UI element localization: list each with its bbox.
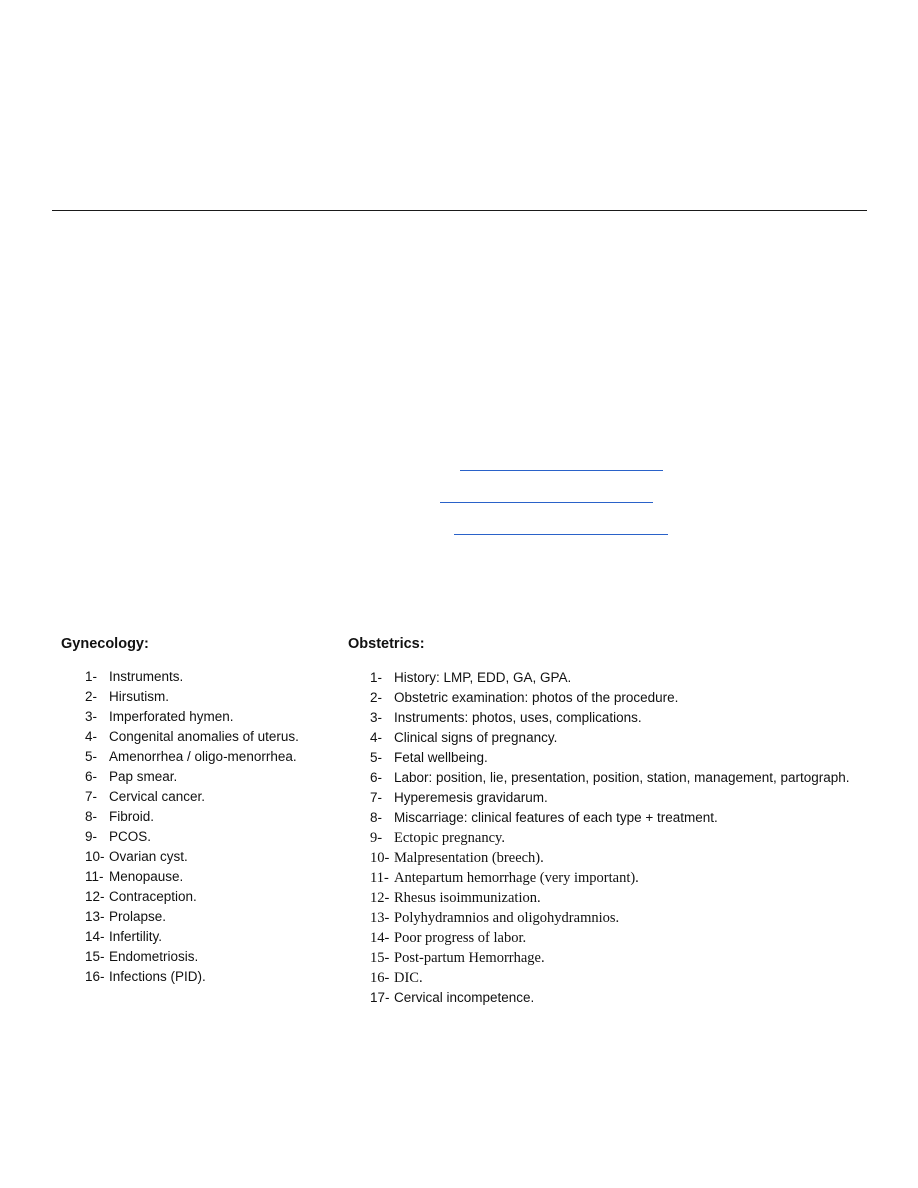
- item-number: 9-: [85, 829, 98, 844]
- list-item: [61, 947, 331, 967]
- item-text: Cervical cancer.: [109, 789, 206, 804]
- item-number: 7-: [85, 789, 98, 804]
- item-text: Congenital anomalies of uterus.: [109, 729, 299, 744]
- gynecology-heading: Gynecology:: [61, 636, 149, 652]
- item-number: 15-: [85, 949, 105, 964]
- item-number: 13-: [85, 909, 105, 924]
- item-text: Prolapse.: [109, 909, 167, 924]
- list-item: [348, 728, 908, 748]
- list-item: [348, 868, 908, 888]
- list-item: [61, 667, 331, 687]
- item-text: Endometriosis.: [109, 949, 199, 964]
- item-text: Cervical incompetence.: [394, 990, 535, 1005]
- list-item: [61, 807, 331, 827]
- list-item: [348, 968, 908, 988]
- list-item: [61, 767, 331, 787]
- item-text: Antepartum hemorrhage (very important).: [394, 870, 639, 886]
- list-item: [61, 907, 331, 927]
- list-item: [348, 768, 908, 788]
- item-number: 4-: [370, 730, 383, 745]
- hyperlink-underline-2[interactable]: [440, 502, 653, 503]
- list-item: [61, 727, 331, 747]
- item-number: 12-: [85, 889, 105, 904]
- obstetrics-section: [348, 634, 908, 1008]
- item-text: History: LMP, EDD, GA, GPA.: [394, 670, 572, 685]
- item-number: 6-: [370, 770, 383, 785]
- item-number: 11-: [370, 870, 389, 886]
- item-text: PCOS.: [109, 829, 152, 844]
- item-text: Malpresentation (breech).: [394, 850, 544, 866]
- hyperlink-underline-3[interactable]: [454, 534, 668, 535]
- list-item: [348, 928, 908, 948]
- item-number: 4-: [85, 729, 98, 744]
- list-item: [61, 867, 331, 887]
- item-text: Contraception.: [109, 889, 197, 904]
- list-item: [61, 887, 331, 907]
- item-text: Obstetric examination: photos of the procedure.: [394, 690, 679, 705]
- item-number: 16-: [370, 970, 390, 986]
- item-number: 12-: [370, 890, 390, 906]
- list-item: [348, 848, 908, 868]
- item-text: Infections (PID).: [109, 969, 206, 984]
- list-item: [61, 787, 331, 807]
- item-text: Ectopic pregnancy.: [394, 830, 505, 846]
- list-item: [348, 828, 908, 848]
- item-text: Fetal wellbeing.: [394, 750, 488, 765]
- list-item: [348, 908, 908, 928]
- list-item: [61, 847, 331, 867]
- item-text: Fibroid.: [109, 809, 155, 824]
- item-text: Hirsutism.: [109, 689, 169, 704]
- item-number: 10-: [85, 849, 105, 864]
- item-number: 10-: [370, 850, 390, 866]
- item-number: 11-: [85, 869, 104, 884]
- list-item: [61, 687, 331, 707]
- list-item: [61, 827, 331, 847]
- item-text: Amenorrhea / oligo-menorrhea.: [109, 749, 297, 764]
- list-item: [348, 788, 908, 808]
- list-item: [348, 808, 908, 828]
- item-number: 9-: [370, 830, 383, 846]
- item-text: Rhesus isoimmunization.: [394, 890, 541, 906]
- item-number: 3-: [85, 709, 98, 724]
- item-number: 5-: [85, 749, 98, 764]
- item-number: 1-: [85, 669, 98, 684]
- item-text: Hyperemesis gravidarum.: [394, 790, 548, 805]
- hyperlink-underline-1[interactable]: [460, 470, 663, 471]
- obstetrics-list: [348, 668, 908, 1008]
- item-number: 14-: [370, 930, 390, 946]
- item-number: 17-: [370, 990, 390, 1005]
- item-number: 2-: [370, 690, 383, 705]
- item-text: Pap smear.: [109, 769, 178, 784]
- item-number: 13-: [370, 910, 390, 926]
- item-text: Labor: position, lie, presentation, position, station, management, partograph.: [394, 770, 850, 785]
- item-text: Miscarriage: clinical features of each type + treatment.: [394, 810, 718, 825]
- list-item: [61, 927, 331, 947]
- item-text: Imperforated hymen.: [109, 709, 234, 724]
- list-item: [61, 967, 331, 987]
- item-number: 2-: [85, 689, 98, 704]
- item-number: 8-: [85, 809, 98, 824]
- item-number: 7-: [370, 790, 383, 805]
- item-text: Ovarian cyst.: [109, 849, 188, 864]
- item-text: Infertility.: [109, 929, 163, 944]
- item-text: Polyhydramnios and oligohydramnios.: [394, 910, 620, 926]
- item-text: Menopause.: [109, 869, 184, 884]
- list-item: [348, 888, 908, 908]
- list-item: [348, 988, 908, 1008]
- list-item: [61, 747, 331, 767]
- gynecology-list: [61, 667, 331, 987]
- list-item: [61, 707, 331, 727]
- item-text: Clinical signs of pregnancy.: [394, 730, 558, 745]
- list-item: [348, 948, 908, 968]
- item-number: 5-: [370, 750, 383, 765]
- item-number: 14-: [85, 929, 105, 944]
- item-text: Instruments.: [109, 669, 184, 684]
- item-text: Instruments: photos, uses, complications.: [394, 710, 642, 725]
- gynecology-section: [61, 634, 331, 987]
- item-text: Post-partum Hemorrhage.: [394, 950, 545, 966]
- item-number: 1-: [370, 670, 383, 685]
- item-text: DIC.: [394, 970, 423, 986]
- item-number: 6-: [85, 769, 98, 784]
- item-number: 3-: [370, 710, 383, 725]
- item-number: 16-: [85, 969, 105, 984]
- item-text: Poor progress of labor.: [394, 930, 527, 946]
- list-item: [348, 748, 908, 768]
- item-number: 8-: [370, 810, 383, 825]
- horizontal-divider: [52, 210, 867, 211]
- list-item: [348, 668, 908, 688]
- list-item: [348, 688, 908, 708]
- list-item: [348, 708, 908, 728]
- item-number: 15-: [370, 950, 390, 966]
- obstetrics-heading: Obstetrics:: [348, 636, 425, 652]
